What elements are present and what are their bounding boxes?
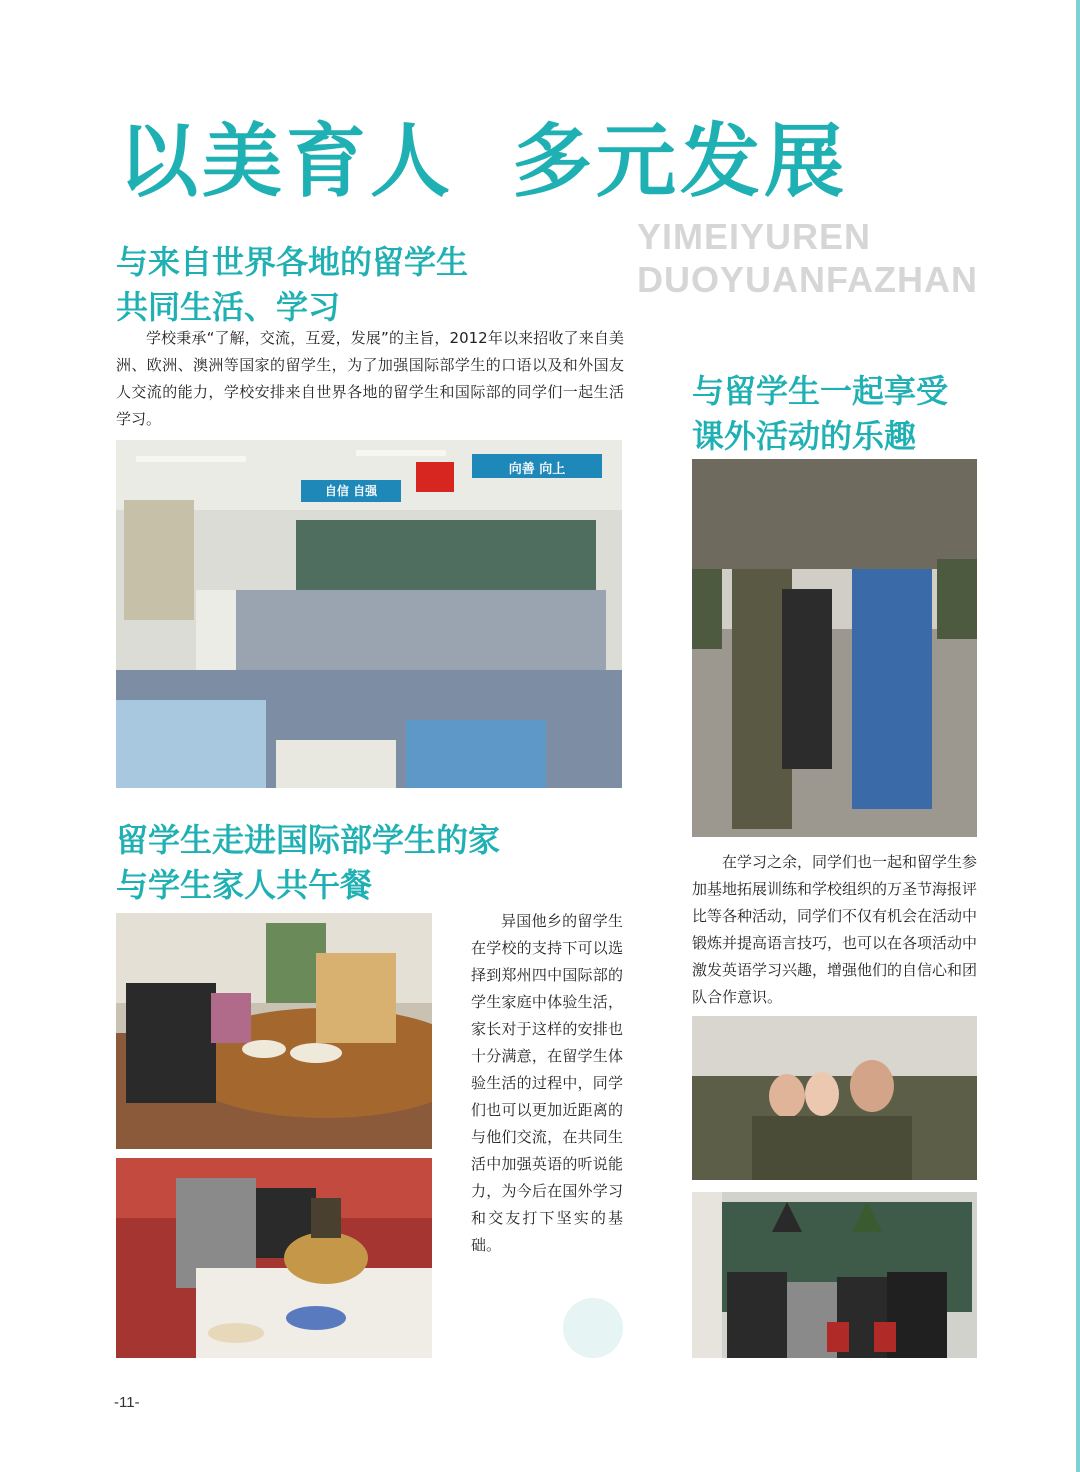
hotpot-photo xyxy=(116,1158,432,1358)
section1-heading xyxy=(116,240,468,330)
decorative-circle xyxy=(563,1298,623,1358)
page-title-part2: 多元发展 xyxy=(512,115,848,208)
classroom-photo xyxy=(116,440,622,788)
section2-heading-line1: 留学生走进国际部学生的家 xyxy=(116,821,501,859)
section3-heading-line2: 课外活动的乐趣 xyxy=(692,417,917,455)
section3-heading-line1: 与留学生一起享受 xyxy=(692,372,949,410)
section3-body: 在学习之余，同学们也一起和留学生参加基地拓展训练和学校组织的万圣节海报评比等各种活动，同学们不仅有机会在活动中锻炼并提高语言技巧，也可以在各项活动中激发英语学习兴趣，增强他们的自信心和团队合作意识。 xyxy=(692,853,978,1006)
section3-heading xyxy=(692,369,948,459)
page-number: -11- xyxy=(114,1394,140,1411)
pinyin-watermark xyxy=(637,215,978,301)
banner-right: 向善 向上 xyxy=(508,462,566,477)
page-edge-stripe xyxy=(1076,0,1080,1472)
section2-heading xyxy=(116,818,500,908)
pinyin-line2: DUOYUANFAZHAN xyxy=(637,259,978,300)
pinyin-line1: YIMEIYUREN xyxy=(637,216,872,257)
section2-heading-line2: 与学生家人共午餐 xyxy=(116,866,373,904)
outdoor-training-photo xyxy=(692,459,977,837)
section1-body: 学校秉承“了解，交流，互爱，发展”的主旨，2012年以来招收了来自美洲、欧洲、澳洲等国家的留学生，为了加强国际部学生的口语以及和外国友人交流的能力，学校安排来自世界各地的留学生和国际部的同学们一起生活学习。 xyxy=(116,329,624,428)
group-selfie-photo xyxy=(692,1016,977,1180)
family-lunch-photo xyxy=(116,913,432,1149)
page-title-part1: 以美育人 xyxy=(118,115,454,208)
section2-body: 异国他乡的留学生在学校的支持下可以选择到郑州四中国际部的学生家庭中体验生活，家长对于这样的安排也十分满意，在留学生体验生活的过程中，同学们也可以更加近距离的与他们交流，在共同生活中加强英语的听说能力，为今后在国外学习和交友打下坚实的基础。 xyxy=(471,912,623,1254)
page-title xyxy=(118,115,848,208)
section1-heading-line1: 与来自世界各地的留学生 xyxy=(116,243,469,281)
halloween-poster-photo xyxy=(692,1192,977,1358)
banner-left: 自信 自强 xyxy=(324,484,378,498)
section1-heading-line2: 共同生活、学习 xyxy=(116,288,341,326)
